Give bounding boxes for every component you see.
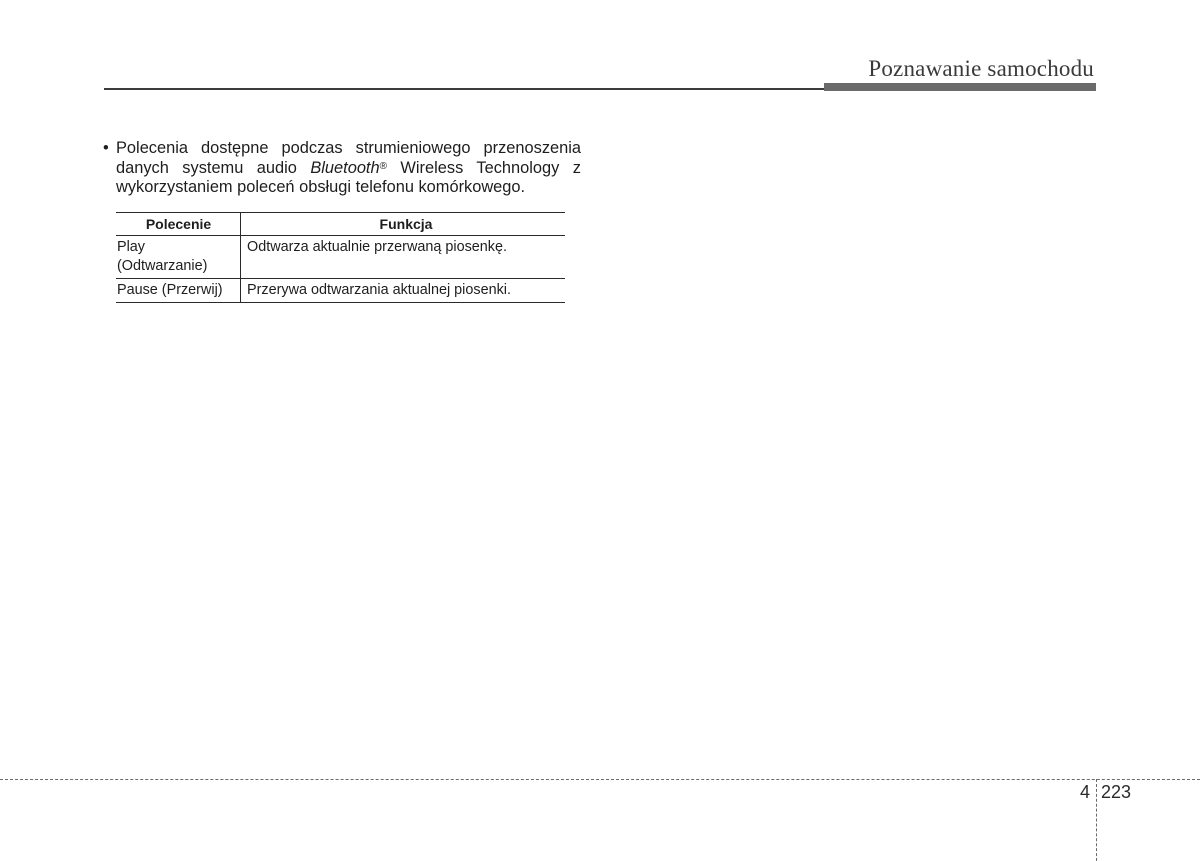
table-row [116,236,565,279]
commands-table [116,212,565,303]
page-number: 223 [1101,782,1132,802]
header-rule-accent [824,83,1096,91]
function-cell: Odtwarza aktualnie przerwaną piosenkę. [241,236,566,279]
table-header-row [116,213,565,236]
bullet-text-intro: Polecenia dostępne podczas strumieniowego przenoszenia danych systemu audio [116,139,581,177]
section-title: Poznawanie samochodu [868,56,1094,81]
command-name: Pause (Przerwij) [117,282,223,298]
footer-dashed-divider [1096,779,1097,861]
function-cell: Przerywa odtwarzania aktualnej piosenki. [241,279,566,303]
command-translation: (Odtwarzanie) [117,258,208,274]
table-row [116,279,565,303]
command-cell [116,279,241,303]
column-header-command: Polecenie [116,213,241,236]
command-name: Play [117,239,145,255]
bluetooth-brand: Bluetooth [310,158,380,177]
bullet-text [116,139,581,198]
column-header-function: Funkcja [241,213,566,236]
bullet-text-outro: Wireless Technology z wykorzystaniem poleceń obsługi telefonu komórkowego. [116,158,581,196]
command-cell [116,236,241,279]
registered-mark: ® [379,160,387,172]
bullet-marker: • [103,139,109,157]
bullet-paragraph [103,139,581,198]
chapter-number: 4 [1080,782,1091,802]
header-rule [104,88,826,90]
footer-dashed-rule [0,779,1200,780]
